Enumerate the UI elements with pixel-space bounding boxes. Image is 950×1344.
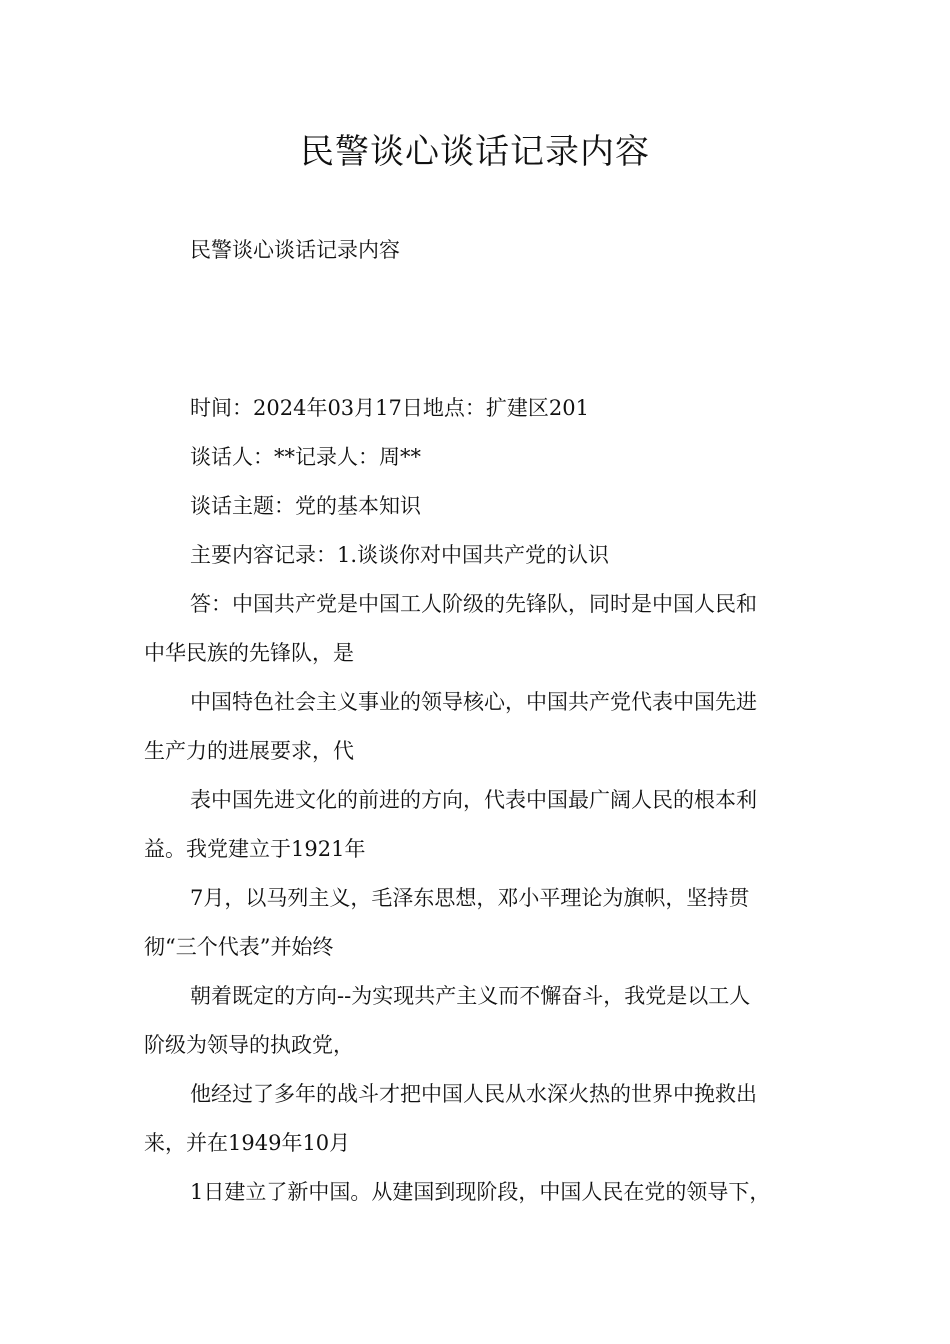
document-subtitle: 民警谈心谈话记录内容	[190, 238, 400, 262]
paragraph	[144, 776, 824, 874]
paragraph-first-line: 表中国先进文化的前进的方向，代表中国最广阔人民的根本利	[190, 788, 757, 812]
paragraph	[144, 1168, 824, 1217]
paragraph	[144, 1070, 824, 1168]
paragraph-continuation: 彻“三个代表”并始终	[144, 935, 334, 959]
paragraph-continuation: 生产力的进展要求，代	[144, 739, 354, 763]
paragraph-continuation: 中华民族的先锋队，是	[144, 641, 354, 665]
paragraph-continuation: 阶级为领导的执政党，	[144, 1033, 354, 1057]
paragraph-first-line: 朝着既定的方向--为实现共产主义而不懈奋斗，我党是以工人	[190, 984, 751, 1008]
paragraph-first-line: 中国特色社会主义事业的领导核心，中国共产党代表中国先进	[190, 690, 757, 714]
paragraph-continuation: 益。我党建立于1921年	[144, 837, 366, 861]
meta-time-location: 时间：2024年03月17日地点：扩建区201	[190, 396, 589, 420]
paragraph	[144, 874, 824, 972]
paragraph	[144, 580, 824, 678]
document-title: 民警谈心谈话记录内容	[300, 132, 650, 172]
paragraph-first-line: 7月，以马列主义，毛泽东思想，邓小平理论为旗帜，坚持贯	[190, 886, 750, 910]
meta-topic: 谈话主题：党的基本知识	[190, 494, 421, 518]
paragraph-first-line: 1日建立了新中国。从建国到现阶段，中国人民在党的领导下，	[190, 1180, 771, 1204]
paragraph	[144, 972, 824, 1070]
paragraph-first-line: 答：中国共产党是中国工人阶级的先锋队，同时是中国人民和	[190, 592, 757, 616]
paragraph-continuation: 来，并在1949年10月	[144, 1131, 351, 1155]
meta-participants: 谈话人：**记录人：周**	[190, 445, 421, 469]
meta-content-heading: 主要内容记录：1.谈谈你对中国共产党的认识	[190, 543, 610, 567]
paragraph-first-line: 他经过了多年的战斗才把中国人民从水深火热的世界中挽救出	[190, 1082, 757, 1106]
document-body	[144, 384, 824, 1217]
paragraph	[144, 678, 824, 776]
